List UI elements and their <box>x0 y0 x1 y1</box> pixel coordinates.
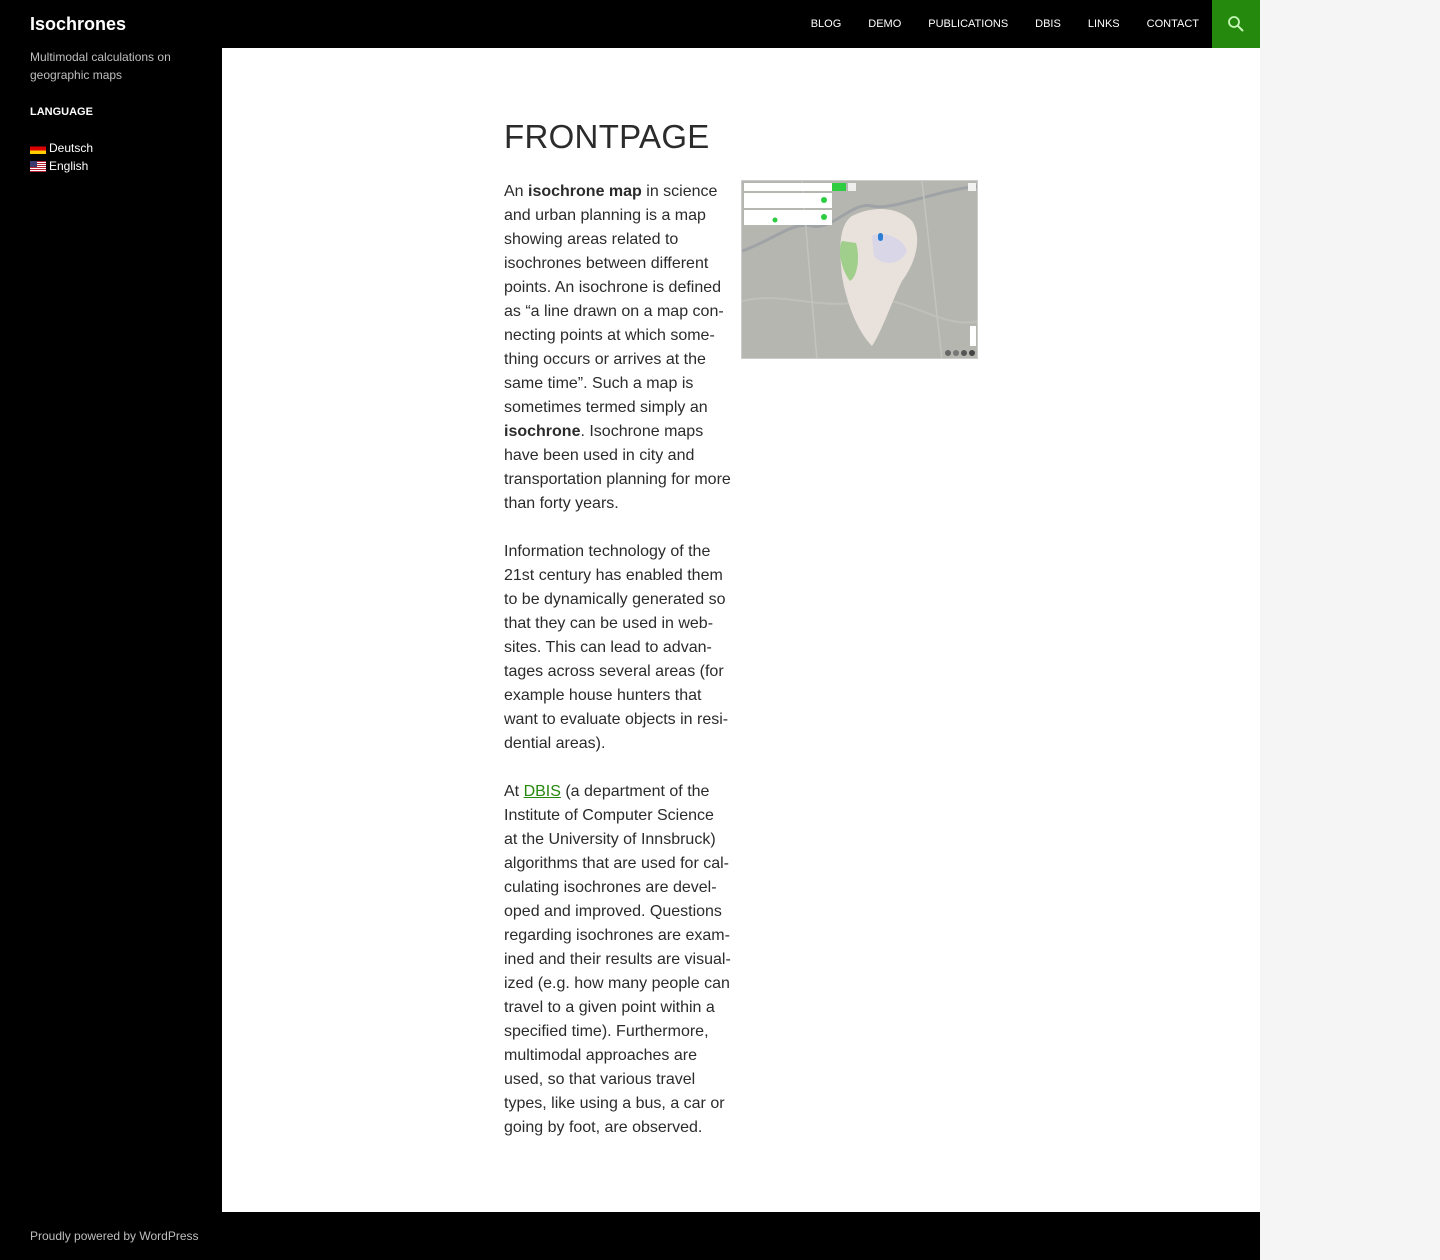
nav-links[interactable]: LINKS <box>1087 18 1120 30</box>
paragraph-2 <box>504 540 736 756</box>
sidebar <box>0 48 222 1212</box>
entry-body <box>504 180 978 1164</box>
text-line: transportation planning for more <box>504 471 731 488</box>
text-line: going by foot, are observed. <box>504 1119 703 1136</box>
text-line: have been used in city and <box>504 447 695 464</box>
site-title-link[interactable]: Isochrones <box>30 14 127 34</box>
text-line: points. An isochrone is defined <box>504 279 722 296</box>
text-line: regarding isochrones are exam- <box>504 927 730 944</box>
text-line: ined and their results are visual- <box>504 951 731 968</box>
site-footer <box>0 1212 1260 1260</box>
text-line: culating isochrones are devel- <box>504 879 717 896</box>
language-link-deutsch[interactable]: Deutsch <box>49 141 94 155</box>
search-icon <box>1227 15 1245 33</box>
language-link-english[interactable]: English <box>49 159 89 173</box>
nav-contact[interactable]: CONTACT <box>1146 18 1199 30</box>
nav-demo[interactable]: DEMO <box>868 18 902 30</box>
text-line: specified time). Furthermore, <box>504 1023 709 1040</box>
text-line: isochrone. Isochrone maps <box>504 423 704 440</box>
flag-us-icon <box>30 161 46 172</box>
text-line: sometimes termed simply an <box>504 399 708 416</box>
language-item-deutsch[interactable] <box>30 139 192 157</box>
text-line: algorithms that are used for cal- <box>504 855 729 872</box>
text-line: oped and improved. Questions <box>504 903 722 920</box>
text-line: At DBIS (a department of the <box>504 783 710 800</box>
paragraph-1 <box>504 180 736 516</box>
text-line: tages across several areas (for <box>504 663 724 680</box>
page-title: FRONTPAGE <box>504 118 710 155</box>
text-line: multimodal approaches are <box>504 1047 697 1064</box>
text-line: isochrones between different <box>504 255 709 272</box>
site-description: Multimodal calculations on geographic maps <box>30 50 171 82</box>
text-line: An isochrone map in science <box>504 183 718 200</box>
language-list <box>30 139 192 175</box>
search-button[interactable] <box>1212 0 1260 48</box>
text-line: dential areas). <box>504 735 606 752</box>
bold-term: isochrone <box>504 423 581 440</box>
dbis-link[interactable]: DBIS <box>523 783 561 800</box>
language-widget-title: LANGUAGE <box>30 106 93 118</box>
text-line: that they can be used in web- <box>504 615 714 632</box>
paragraph-3 <box>504 780 736 1140</box>
language-item-english[interactable] <box>30 157 192 175</box>
site-header <box>0 0 1260 48</box>
nav-publications[interactable]: PUBLICATIONS <box>928 18 1009 30</box>
text-line: 21st century has enabled them <box>504 567 723 584</box>
main-content <box>222 48 1260 1212</box>
text-line: as “a line drawn on a map con- <box>504 303 724 320</box>
map-thumbnail-graphic <box>742 181 978 359</box>
nav-blog[interactable]: BLOG <box>810 18 842 30</box>
text-line: thing occurs or arrives at the <box>504 351 706 368</box>
text-line: ized (e.g. how many people can <box>504 975 730 992</box>
text-line: and urban planning is a map <box>504 207 706 224</box>
text-line: than forty years. <box>504 495 619 512</box>
text-line: showing areas related to <box>504 231 679 248</box>
text-line: at the University of Innsbruck) <box>504 831 716 848</box>
text-line: sites. This can lead to advan- <box>504 639 712 656</box>
text-line: example house hunters that <box>504 687 702 704</box>
text-line: used, so that various travel <box>504 1071 696 1088</box>
text-line: to be dynamically generated so <box>504 591 726 608</box>
text-line: same time”. Such a map is <box>504 375 694 392</box>
flag-de-icon <box>30 143 46 154</box>
text-line: want to evaluate objects in resi- <box>504 711 729 728</box>
text-line: Institute of Computer Science <box>504 807 714 824</box>
text-line: Information technology of the <box>504 543 711 560</box>
text-line: necting points at which some- <box>504 327 715 344</box>
text-line: types, like using a bus, a car or <box>504 1095 725 1112</box>
wordpress-credit-link[interactable]: Proudly powered by WordPress <box>30 1229 199 1243</box>
text-line: travel to a given point within a <box>504 999 715 1016</box>
bold-term: isochrone map <box>528 183 642 200</box>
nav-dbis[interactable]: DBIS <box>1035 18 1061 30</box>
isochrone-map-image[interactable] <box>741 180 978 359</box>
primary-nav <box>811 0 1212 48</box>
